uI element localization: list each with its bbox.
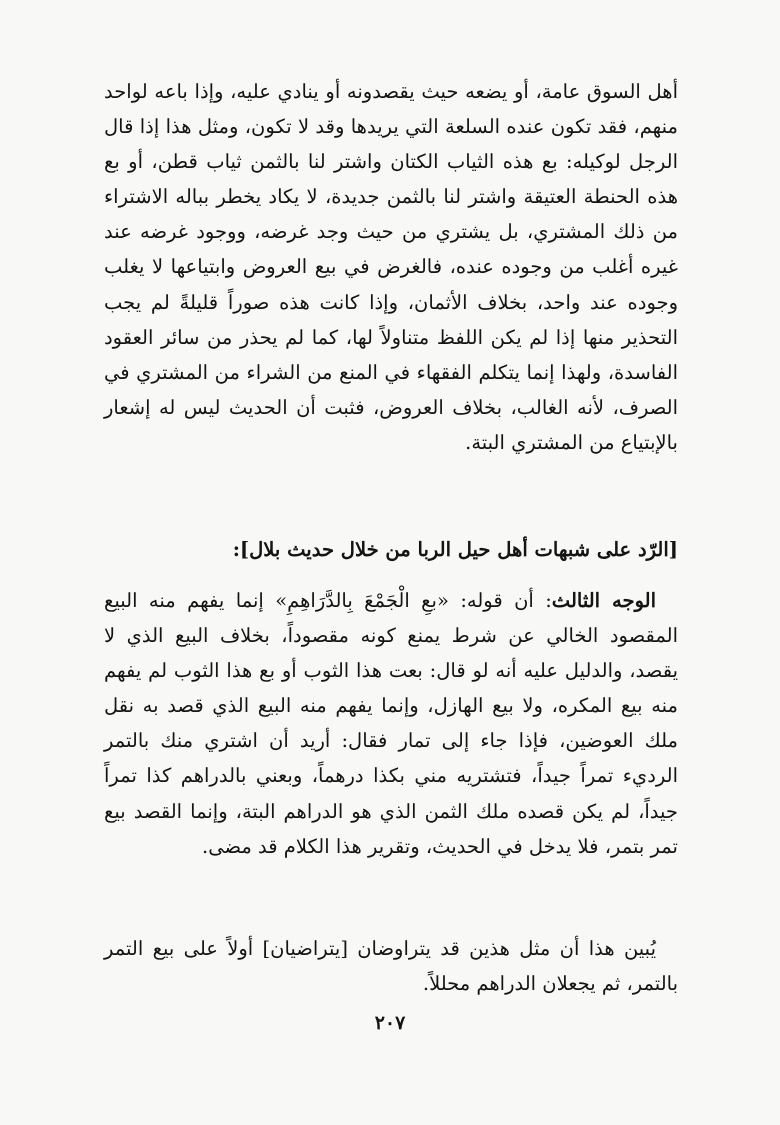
- page-number: ٢٠٧: [374, 1012, 406, 1034]
- paragraph-continued: [104, 74, 678, 460]
- paragraph-body: [104, 583, 678, 864]
- paragraph-text: يُبين هذا أن مثل هذين قد يتراوضان [يتراضيان] أولاً على بيع التمر بالتمر، ثم يجعلان الدراهم محللاً.: [104, 937, 678, 996]
- paragraph-closing: [104, 931, 678, 1001]
- paragraph-lead-term: الوجه الثالث: [551, 589, 657, 612]
- paragraph-body-text: : أن قوله: «بعِ الْجَمْعَ بِالدَّرَاهِمِ» إنما يفهم منه البيع المقصود الخالي عن شرط يمنع كونه مقصوداً، بخلاف البيع الذي لا يقصد، والدليل عليه أنه لو قال: بعت هذا الثوب أو بع هذا الثوب لم يفهم منه بيع المكره، ولا بيع الهازل، وإنما يفهم منه البيع الذي قصد به نقل ملك العوضين، فإذا جاء إلى تمار فقال: أريد أن اشتري منك بالتمر الرديء تمراً جيداً، فتشتريه مني بكذا درهماً، وبعني بالدراهم كذا تمراً جيداً، لم يكن قصده ملك الثمن الذي هو الدراهم البتة، وإنما القصد بيع تمر بتمر، فلا يدخل في الحديث، وتقرير هذا الكلام قد مضى.: [104, 589, 678, 858]
- section-heading: [الرّد على شبهات أهل حيل الربا من خلال حديث بلال]:: [232, 538, 678, 561]
- paragraph-text: أهل السوق عامة، أو يضعه حيث يقصدونه أو ينادي عليه، وإذا باعه لواحد منهم، فقد تكون عنده السلعة التي يريدها وقد لا تكون، ومثل هذا إذا قال الرجل لوكيله: بع هذه الثياب الكتان واشتر لنا بالثمن ثياب قطن، أو بع هذه الحنطة العتيقة واشتر لنا بالثمن جديدة، لا يكاد يخطر بباله الاشتراء من ذلك المشتري، بل يشتري من حيث وجد غرضه، ووجود غرضه عند غيره أغلب من وجوده عنده، فالغرض في بيع العروض وابتياعها لا يغلب وجوده عند واحد، بخلاف الأثمان، وإذا كانت هذه صوراً قليلةً لم يجب التحذير منها إذا لم يكن اللفظ متناولاً لها، كما لم يحذر من سائر العقود الفاسدة، ولهذا إنما يتكلم الفقهاء في المنع من الشراء من المشتري في الصرف، لأنه الغالب، بخلاف العروض، فثبت أن الحديث ليس له إشعار بالإبتياع من المشتري البتة.: [104, 80, 678, 454]
- paragraph-third-aspect: [104, 583, 678, 864]
